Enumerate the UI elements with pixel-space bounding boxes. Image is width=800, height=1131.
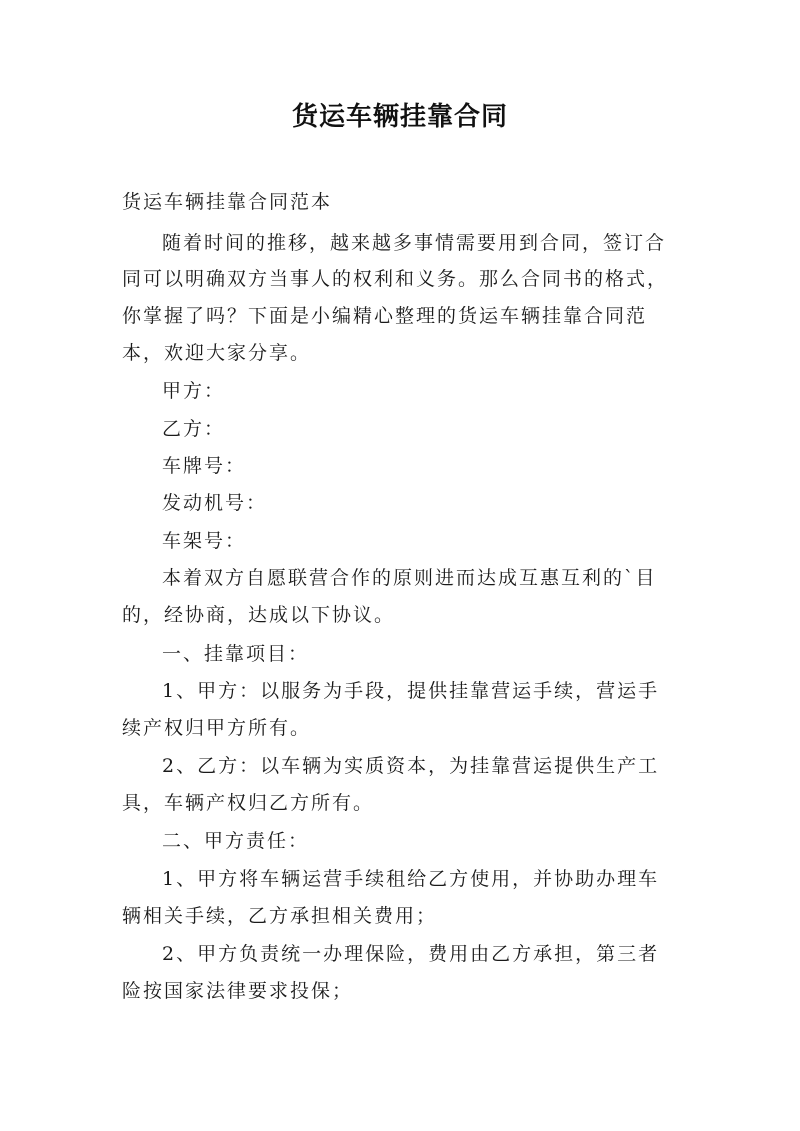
plate-number-field: 车牌号： <box>162 455 247 477</box>
clause-1-1-line-2: 续产权归甲方所有。 <box>122 717 312 739</box>
section-heading-2: 二、甲方责任： <box>162 830 310 852</box>
clause-1-1-line-1: 1、甲方：以服务为手段，提供挂靠营运手续，营运手 <box>162 680 660 702</box>
intro-line-2: 同可以明确双方当事人的权利和义务。那么合同书的格式， <box>122 268 669 290</box>
clause-2-2-line-2: 险按国家法律要求投保； <box>122 980 354 1002</box>
clause-1-2-line-2: 具，车辆产权归乙方所有。 <box>122 792 375 814</box>
party-b-field: 乙方： <box>162 418 226 440</box>
intro-line-3: 你掌握了吗？下面是小编精心整理的货运车辆挂靠合同范 <box>122 305 648 327</box>
clause-2-2-line-1: 2、甲方负责统一办理保险，费用由乙方承担，第三者 <box>162 943 660 965</box>
intro-line-4: 本，欢迎大家分享。 <box>122 342 312 364</box>
intro-line-1: 随着时间的推移，越来越多事情需要用到合同，签订合 <box>162 232 667 254</box>
document-title: 货运车辆挂靠合同 <box>291 102 508 132</box>
section-heading-1: 一、挂靠项目： <box>162 643 310 665</box>
frame-number-field: 车架号： <box>162 530 247 552</box>
clause-1-2-line-1: 2、乙方：以车辆为实质资本，为挂靠营运提供生产工 <box>162 755 660 777</box>
clause-2-1-line-1: 1、甲方将车辆运营手续租给乙方使用，并协助办理车 <box>162 868 660 890</box>
subtitle-line: 货运车辆挂靠合同范本 <box>122 191 333 213</box>
engine-number-field: 发动机号： <box>162 492 268 514</box>
principle-line-1: 本着双方自愿联营合作的原则进而达成互惠互利的`目 <box>162 567 657 589</box>
party-a-field: 甲方： <box>162 380 226 402</box>
principle-line-2: 的，经协商，达成以下协议。 <box>122 604 396 626</box>
clause-2-1-line-2: 辆相关手续，乙方承担相关费用； <box>122 905 438 927</box>
